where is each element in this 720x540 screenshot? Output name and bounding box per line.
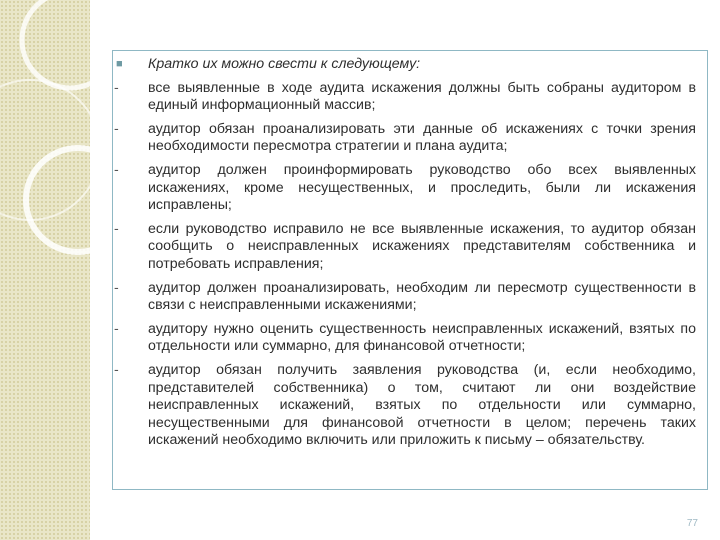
list-item-text: аудитор обязан проанализировать эти данные об искажениях с точки зрения необходимости пересмотра стратегии и плана аудита;: [148, 120, 696, 155]
intro-line: [112, 56, 696, 74]
list-item: [112, 221, 696, 274]
dash-marker: -: [114, 161, 119, 178]
dash-marker: -: [114, 279, 119, 296]
list-item: [112, 321, 696, 356]
dash-marker: -: [114, 220, 119, 237]
list-item-text: аудитор обязан получить заявления руководства (и, если необходимо, представителей собственника) о том, считают ли они воздействие неисправленных искажений, взятых по отдельности или суммарно, несущественными для финансовой отчетности в целом; перечень таких искажений необходимо включить или приложить к письму – обязательству.: [148, 361, 696, 449]
list-item: [112, 162, 696, 215]
list-item: [112, 362, 696, 450]
list-item-text: аудитору нужно оценить существенность неисправленных искажений, взятых по отдельности или суммарно, для финансовой отчетности;: [148, 320, 696, 355]
dash-marker: -: [114, 320, 119, 337]
list-item-text: все выявленные в ходе аудита искажения должны быть собраны аудитором в единый информационный массив;: [148, 79, 696, 114]
list-item: [112, 121, 696, 156]
square-bullet-icon: ■: [116, 58, 123, 70]
dash-marker: -: [114, 361, 119, 378]
list-item-text: аудитор должен проанализировать, необходим ли пересмотр существенности в связи с неисправленными искажениями;: [148, 279, 696, 314]
page-number: 77: [686, 518, 698, 529]
decorative-side-panel: [0, 0, 90, 540]
list-item-text: аудитор должен проинформировать руководство обо всех выявленных искажениях, кроме несущественных, и проследить, были ли искажения исправлены;: [148, 161, 696, 214]
list-item-text: если руководство исправило не все выявленные искажения, то аудитор обязан сообщить о неисправленных искажениях представителям собственника и потребовать исправления;: [148, 220, 696, 272]
dash-marker: -: [114, 79, 119, 96]
list-item: [112, 280, 696, 315]
decorative-circles: [0, 0, 90, 540]
slide-content: [112, 56, 696, 456]
intro-text: Кратко их можно свести к следующему:: [148, 56, 421, 72]
list-item: [112, 80, 696, 115]
dash-marker: -: [114, 120, 119, 137]
